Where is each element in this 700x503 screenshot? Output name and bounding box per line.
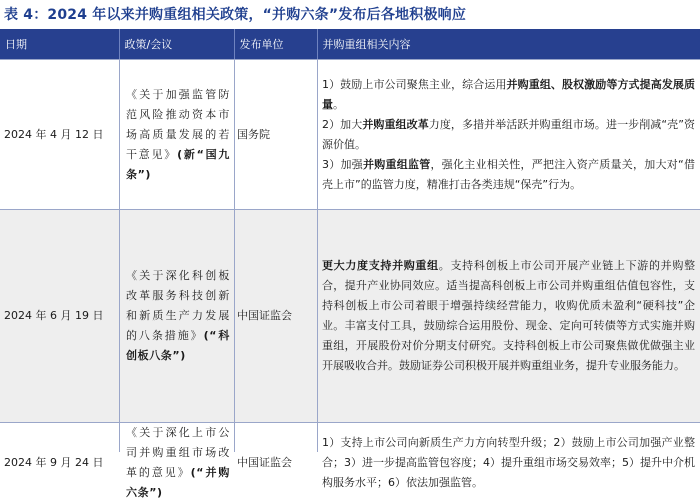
content-text: 2）加大 (322, 118, 362, 131)
header-content: 并购重组相关内容 (317, 29, 700, 60)
meeting-short-name: (“并购六条”) (126, 466, 230, 499)
content-emphasis: 并购重组监管 (363, 158, 431, 171)
meeting-short-name: (“科创板八条”) (126, 329, 230, 362)
row-content (317, 210, 700, 423)
header-date: 日期 (0, 29, 119, 60)
row-unit: 中国证监会 (234, 210, 317, 423)
row-date: 2024 年 6 月 19 日 (0, 210, 119, 423)
content-emphasis: 更大力度支持并购重组 (322, 259, 439, 272)
header-unit: 发布单位 (234, 29, 317, 60)
content-paragraph (322, 256, 695, 376)
content-paragraph (322, 75, 695, 115)
meeting-title: 《关于深化科创板改革服务科技创新和新质生产力发展的八条措施》 (126, 269, 230, 342)
content-paragraph (322, 115, 695, 155)
table-header-row (0, 29, 700, 60)
meeting-title: 《关于加强监管防范风险推动资本市场高质量发展的若干意见》 (126, 88, 230, 161)
header-meeting: 政策/会议 (119, 29, 234, 60)
content-emphasis: 并购重组、股权激励等方式提高发展质量 (322, 78, 695, 111)
column-divider (317, 59, 318, 452)
row-meeting (119, 60, 234, 210)
content-paragraph (322, 433, 695, 493)
row-unit: 国务院 (234, 60, 317, 210)
row-meeting (119, 210, 234, 423)
row-date: 2024 年 9 月 24 日 (0, 423, 119, 503)
row-unit: 中国证监会 (234, 423, 317, 503)
content-text: 1）支持上市公司向新质生产力方向转型升级；2）鼓励上市公司加强产业整合；3）进一步提高监管包容度；4）提升重组市场交易效率；5）提升中介机构服务水平；6）依法加强监管。 (322, 436, 695, 489)
meeting-short-name: (新“国九条”) (126, 148, 230, 181)
table-row (0, 423, 700, 503)
column-divider (234, 59, 235, 452)
table-row (0, 210, 700, 423)
policy-table (0, 29, 700, 503)
content-emphasis: 并购重组改革 (362, 118, 428, 131)
table-row (0, 60, 700, 210)
row-meeting (119, 423, 234, 503)
meeting-title: 《关于深化上市公司并购重组市场改革的意见》 (126, 426, 230, 479)
content-text: 力度，多措并举活跃并购重组市场。进一步削减“壳”资源价值。 (322, 118, 695, 151)
content-text: 。支持科创板上市公司开展产业链上下游的并购整合，提升产业协同效应。适当提高科创板上市公司并购重组估值包容性，支持科创板上市公司着眼于增强持续经营能力，收购优质未盈利“硬科技”企业。丰富支付工具，鼓励综合运用股份、现金、定向可转债等方式实施并购重组，开展股份对价分期支付研究。支持科创板上市公司聚焦做优做强主业开展吸收合并。鼓励证券公司积极开展并购重组业务，提升专业服务能力。 (322, 259, 695, 372)
row-content (317, 423, 700, 503)
row-content (317, 60, 700, 210)
content-text: 。 (333, 98, 344, 111)
content-text: ，强化主业相关性，严把注入资产质量关，加大对“借壳上市”的监管力度，精准打击各类违规“保壳”行为。 (322, 158, 695, 191)
table-title: 表 4：2024 年以来并购重组相关政策，“并购六条”发布后各地积极响应 (4, 4, 466, 24)
column-divider (119, 59, 120, 452)
content-paragraph (322, 155, 695, 195)
content-text: 3）加强 (322, 158, 363, 171)
content-text: 1）鼓励上市公司聚焦主业，综合运用 (322, 78, 507, 91)
row-date: 2024 年 4 月 12 日 (0, 60, 119, 210)
